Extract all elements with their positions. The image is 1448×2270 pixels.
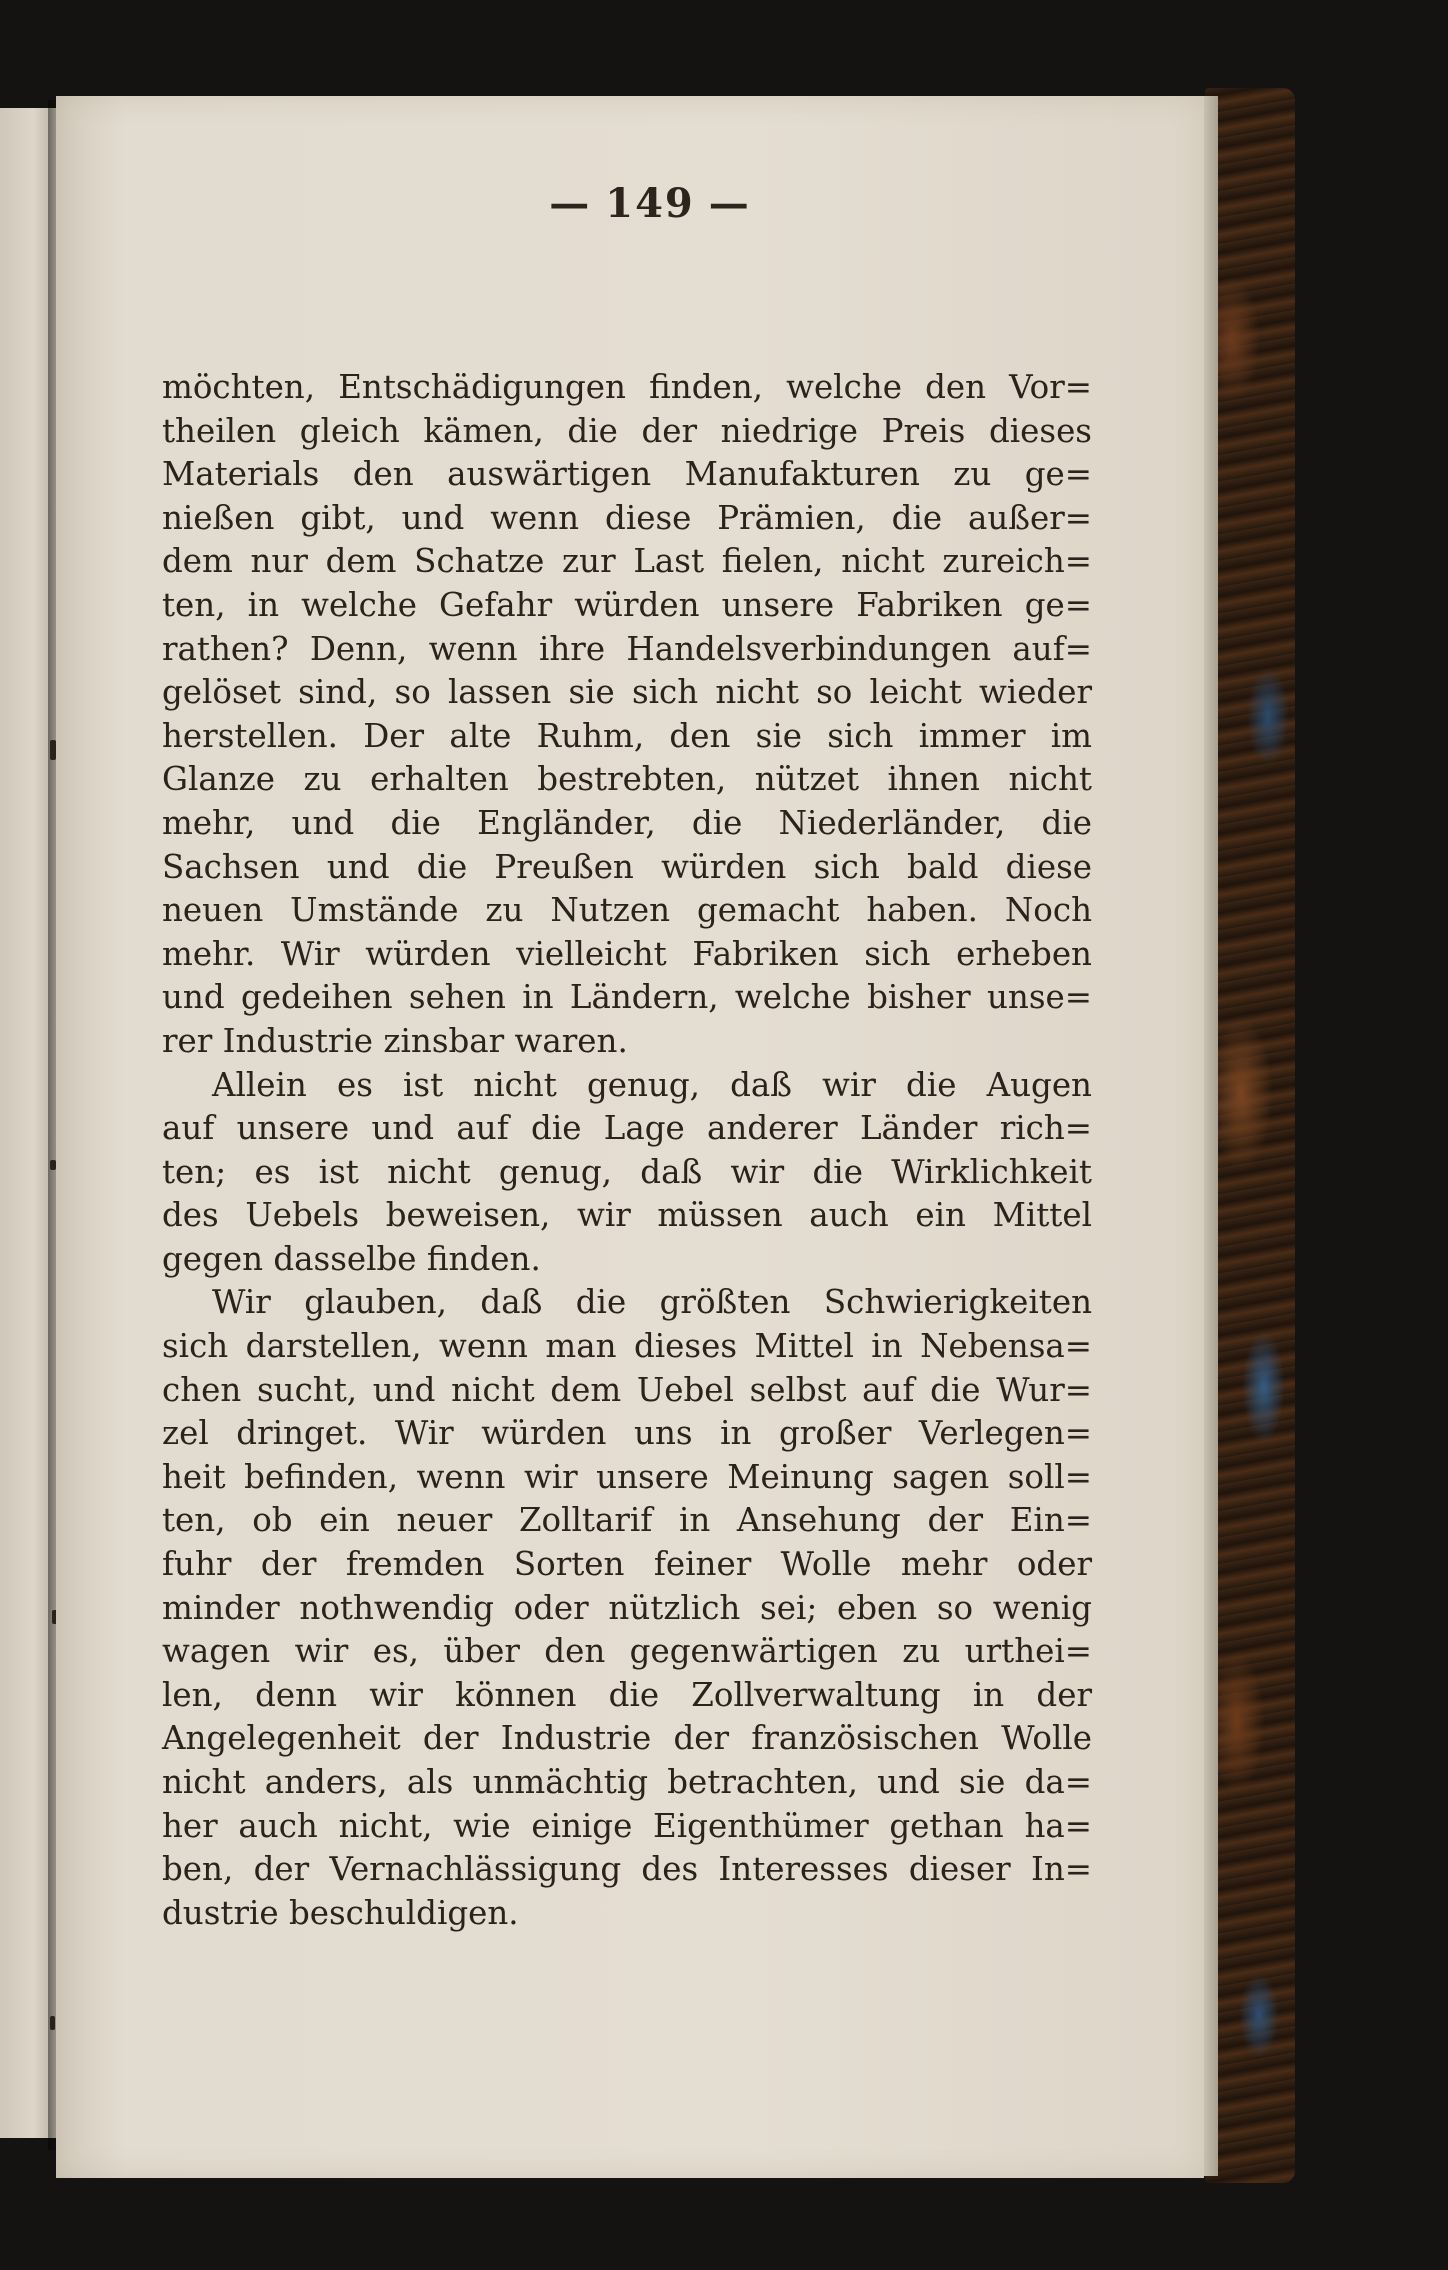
text-line: ten, in welche Gefahr würden unsere Fabriken ge=	[162, 585, 1092, 624]
text-line: ten; es ist nicht genug, daß wir die Wirklichkeit	[162, 1152, 1092, 1191]
text-line: dem nur dem Schatze zur Last fielen, nicht zureich=	[162, 542, 1092, 581]
page-number: 149	[605, 180, 695, 227]
text-line: Glanze zu erhalten bestrebten, nützet ihnen nicht	[162, 760, 1092, 799]
text-line: fuhr der fremden Sorten feiner Wolle mehr oder	[162, 1545, 1092, 1584]
text-line: nießen gibt, und wenn diese Prämien, die außer=	[162, 498, 1092, 537]
header-dash-right: —	[708, 180, 751, 227]
header-dash-left: —	[549, 180, 592, 227]
text-line: ben, der Vernachlässigung des Interesses dieser In=	[162, 1850, 1092, 1889]
text-line: gegen dasselbe finden.	[162, 1239, 541, 1278]
body-text	[162, 366, 1092, 1935]
text-line: und gedeihen sehen in Ländern, welche bisher unse=	[162, 978, 1092, 1017]
text-line: theilen gleich kämen, die der niedrige Preis dieses	[162, 411, 1092, 450]
text-line: sich darstellen, wenn man dieses Mittel in Nebensa=	[162, 1327, 1092, 1366]
paragraph	[162, 1064, 1092, 1282]
text-line: mehr, und die Engländer, die Niederländer, die	[162, 803, 1092, 842]
paragraph	[162, 1281, 1092, 1935]
paragraph	[162, 366, 1092, 1064]
text-line: dustrie beschuldigen.	[162, 1893, 519, 1932]
marbled-cover	[1205, 88, 1295, 2183]
text-line: zel dringet. Wir würden uns in großer Verlegen=	[162, 1414, 1092, 1453]
text-line: minder nothwendig oder nützlich sei; eben so wenig	[162, 1588, 1092, 1627]
text-line: rer Industrie zinsbar waren.	[162, 1021, 628, 1060]
text-line: wagen wir es, über den gegenwärtigen zu urthei=	[162, 1632, 1092, 1671]
text-line: len, denn wir können die Zollverwaltung in der	[162, 1675, 1092, 1714]
text-line: Allein es ist nicht genug, daß wir die Augen	[212, 1065, 1092, 1104]
text-line: Materials den auswärtigen Manufakturen zu ge=	[162, 455, 1092, 494]
page-speck	[50, 2016, 55, 2030]
text-line: möchten, Entschädigungen finden, welche den Vor=	[162, 368, 1092, 406]
text-line: auf unsere und auf die Lage anderer Länder rich=	[162, 1109, 1092, 1148]
text-line: chen sucht, und nicht dem Uebel selbst auf die Wur=	[162, 1370, 1092, 1409]
text-line: Sachsen und die Preußen würden sich bald diese	[162, 847, 1092, 886]
text-line: her auch nicht, wie einige Eigenthümer gethan ha=	[162, 1806, 1092, 1845]
text-line: herstellen. Der alte Ruhm, den sie sich immer im	[162, 716, 1092, 755]
text-line: heit befinden, wenn wir unsere Meinung sagen soll=	[162, 1457, 1092, 1496]
text-line: mehr. Wir würden vielleicht Fabriken sich erheben	[162, 934, 1092, 973]
text-line: neuen Umstände zu Nutzen gemacht haben. Noch	[162, 891, 1092, 930]
text-line: Wir glauben, daß die größten Schwierigkeiten	[212, 1283, 1092, 1322]
text-line: nicht anders, als unmächtig betrachten, und sie da=	[162, 1763, 1092, 1801]
text-line: des Uebels beweisen, wir müssen auch ein Mittel	[162, 1196, 1092, 1235]
text-line: gelöset sind, so lassen sie sich nicht so leicht wieder	[162, 673, 1092, 712]
text-line: Angelegenheit der Industrie der französischen Wolle	[162, 1719, 1092, 1758]
text-line: rathen? Denn, wenn ihre Handelsverbindungen auf=	[162, 629, 1092, 668]
text-line: ten, ob ein neuer Zolltarif in Ansehung der Ein=	[162, 1501, 1092, 1540]
page-number-header	[0, 180, 1300, 227]
